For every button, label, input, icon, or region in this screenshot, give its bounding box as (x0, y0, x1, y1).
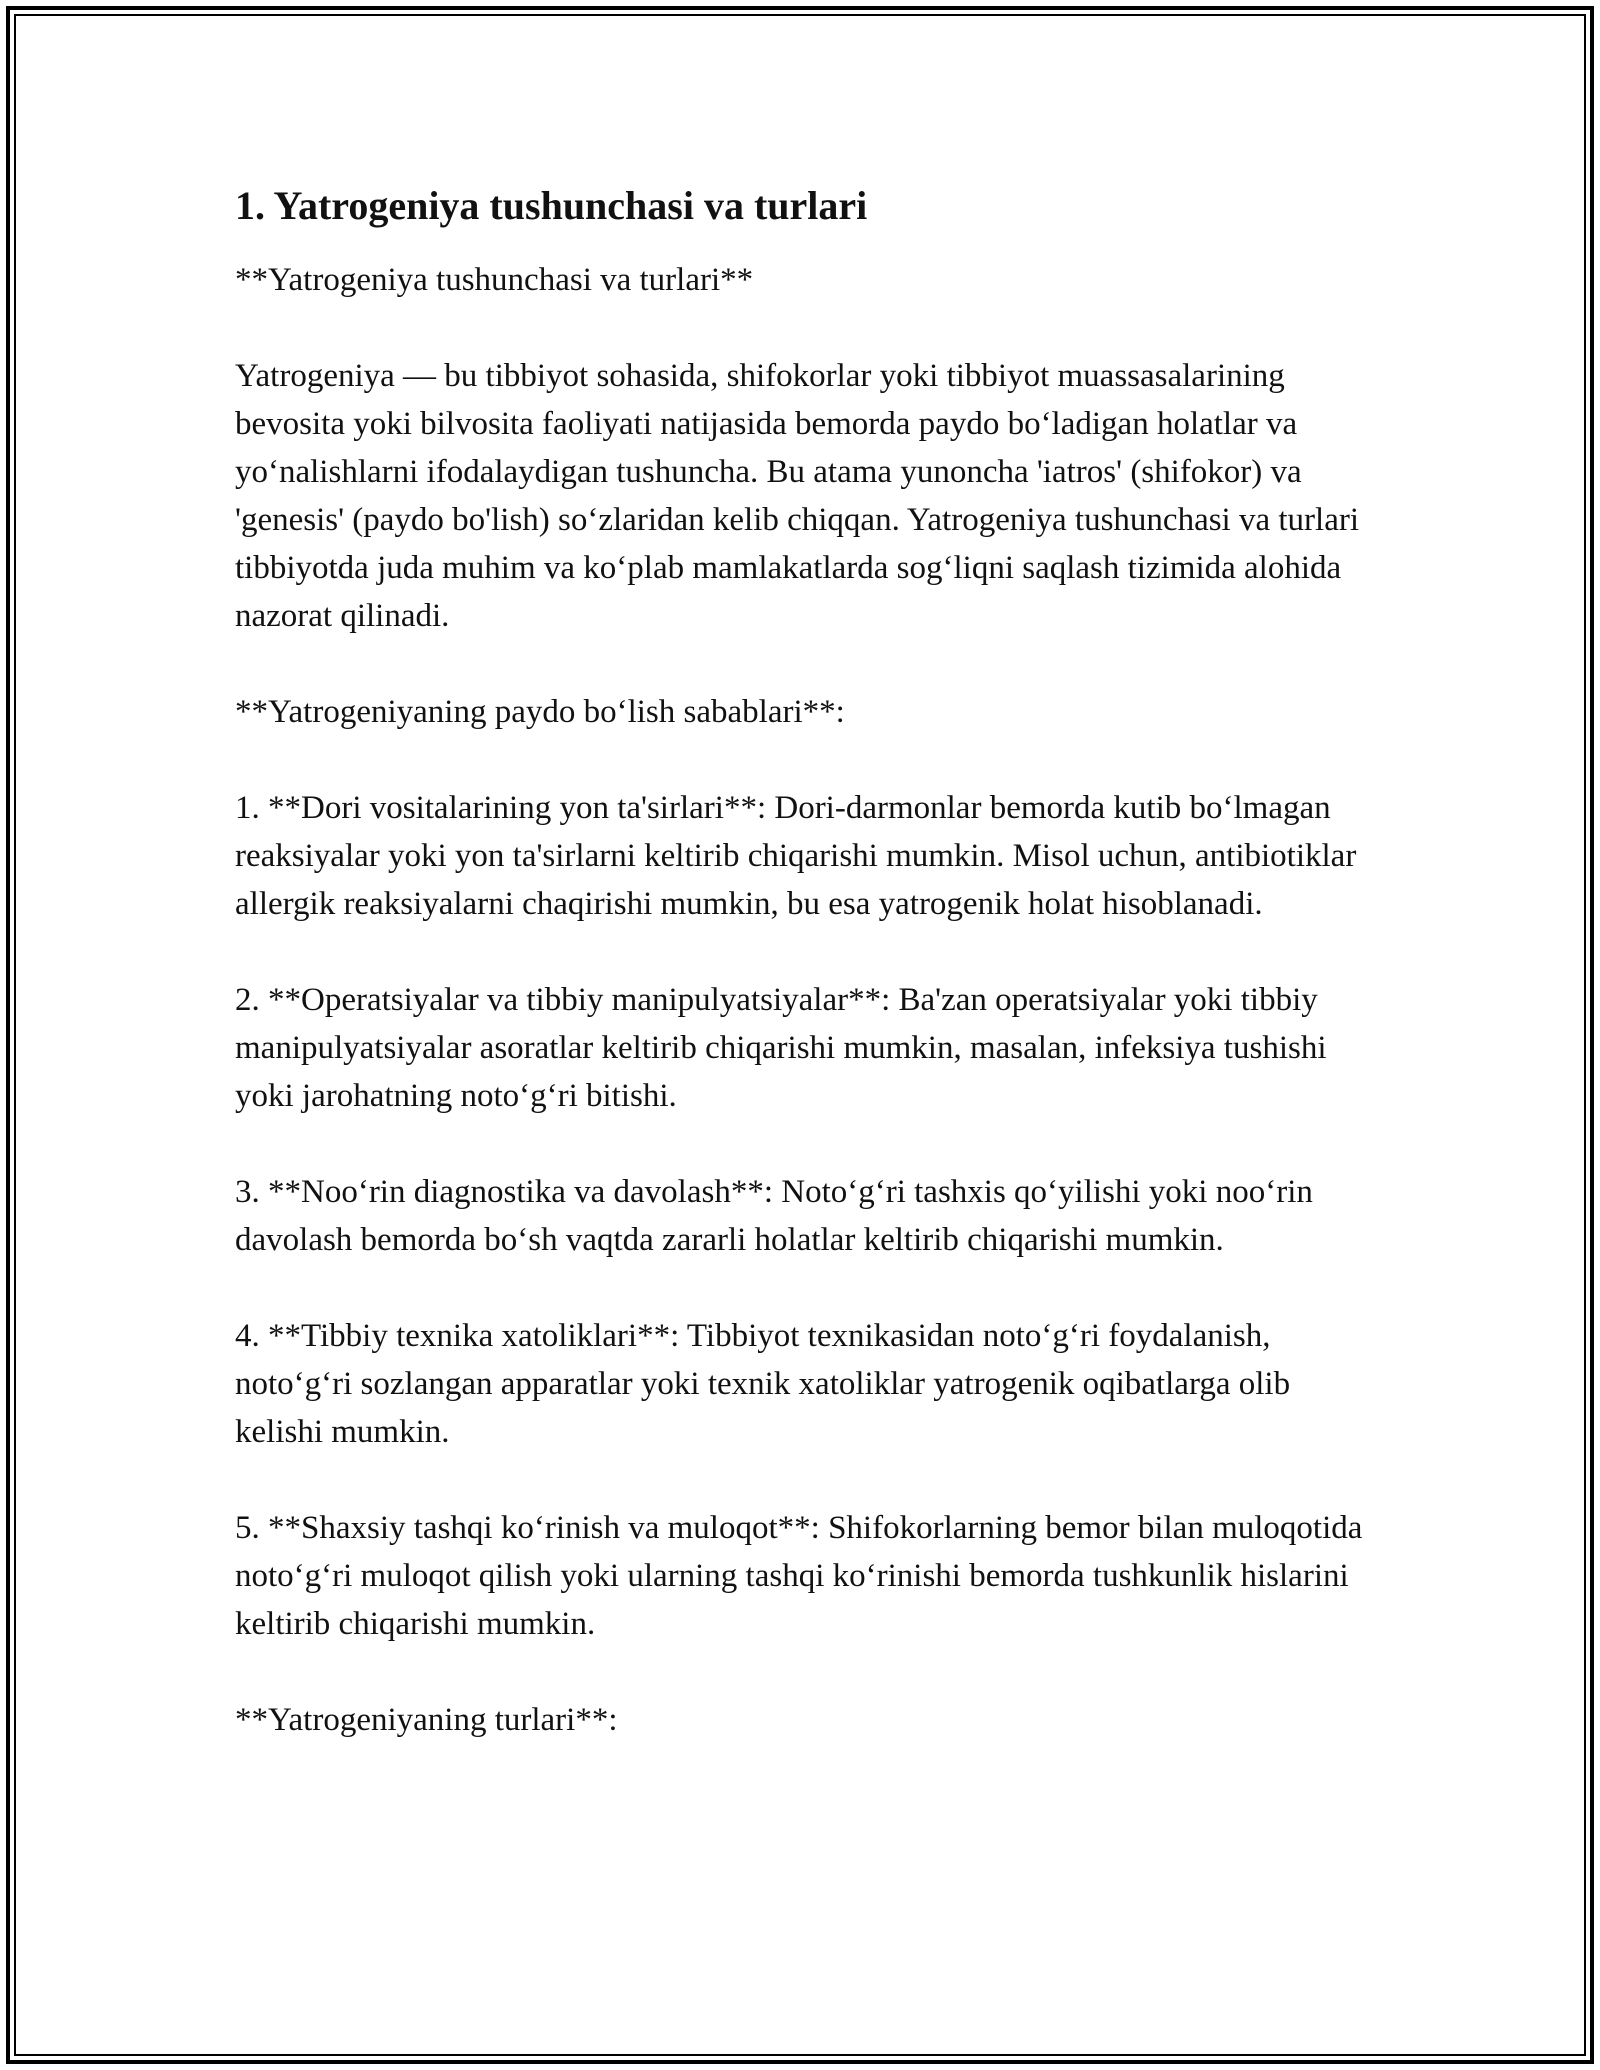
document-body (235, 180, 1375, 1792)
cause-item-3: 3. **Noo‘rin diagnostika va davolash**: Noto‘g‘ri tashxis qo‘yilishi yoki noo‘rin davolash bemorda bo‘sh vaqtda zararli holatlar keltirib chiqarishi mumkin. (235, 1174, 1313, 1258)
cause-item-5: 5. **Shaxsiy tashqi ko‘rinish va muloqot**: Shifokorlarning bemor bilan muloqotida noto‘g‘ri muloqot qilish yoki ularning tashqi ko‘rinishi bemorda tushkunlik hislarini keltirib chiqarishi mumkin. (235, 1510, 1363, 1642)
cause-item-4: 4. **Tibbiy texnika xatoliklari**: Tibbiyot texnikasidan noto‘g‘ri foydalanish, noto‘g‘ri sozlangan apparatlar yoki texnik xatoliklar yatrogenik oqibatlarga olib kelishi mumkin. (235, 1318, 1291, 1450)
causes-heading-paragraph: **Yatrogeniyaning paydo bo‘lish sabablari**: (235, 694, 845, 730)
subtitle-paragraph: **Yatrogeniya tushunchasi va turlari** (235, 262, 754, 298)
section-heading: 1. Yatrogeniya tushunchasi va turlari (235, 183, 868, 228)
cause-item-2: 2. **Operatsiyalar va tibbiy manipulyatsiyalar**: Ba'zan operatsiyalar yoki tibbiy manipulyatsiyalar asoratlar keltirib chiqarishi mumkin, masalan, infeksiya tushishi yoki jarohatning noto‘g‘ri bitishi. (235, 982, 1327, 1114)
definition-paragraph: Yatrogeniya — bu tibbiyot sohasida, shifokorlar yoki tibbiyot muassasalarining bevosita yoki bilvosita faoliyati natijasida bemorda paydo bo‘ladigan holatlar va yo‘nalishlarni ifodalaydigan tushuncha. Bu atama yunoncha 'iatros' (shifokor) va 'genesis' (paydo bo'lish) so‘zlaridan kelib chiqqan. Yatrogeniya tushunchasi va turlari tibbiyotda juda muhim va ko‘plab mamlakatlarda sog‘liqni saqlash tizimida alohida nazorat qilinadi. (235, 358, 1359, 634)
cause-item-1: 1. **Dori vositalarining yon ta'sirlari**: Dori-darmonlar bemorda kutib bo‘lmagan reaksiyalar yoki yon ta'sirlarni keltirib chiqarishi mumkin. Misol uchun, antibiotiklar allergik reaksiyalarni chaqirishi mumkin, bu esa yatrogenik holat hisoblanadi. (235, 790, 1357, 922)
types-heading-paragraph: **Yatrogeniyaning turlari**: (235, 1702, 618, 1738)
